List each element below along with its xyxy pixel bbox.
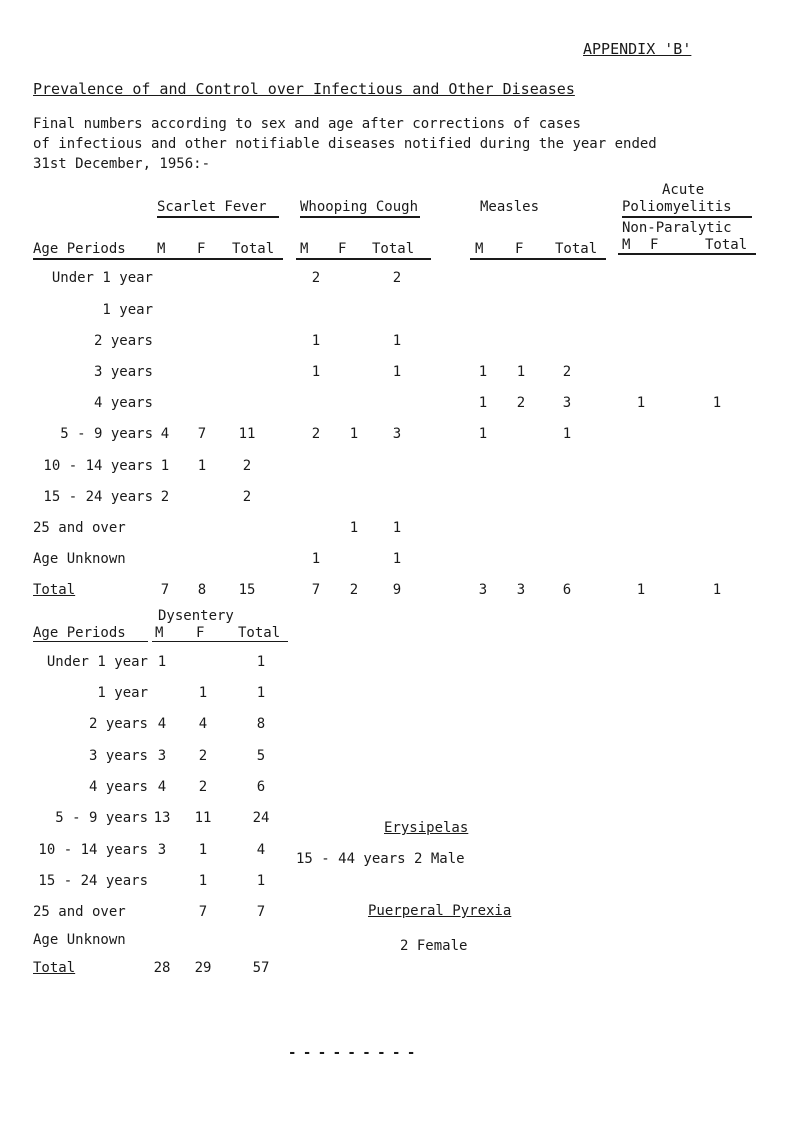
row-label: Under 1 year xyxy=(51,270,153,286)
page-title: Prevalence of and Control over Infectious and Other Diseases xyxy=(33,80,575,98)
row-label: 4 years xyxy=(88,779,148,795)
table-cell: 3 xyxy=(157,748,167,764)
table-cell: 3 xyxy=(516,582,526,598)
polio-heading-line-2: Poliomyelitis xyxy=(622,199,732,215)
row-label: 4 years xyxy=(93,395,153,411)
table-cell: 4 xyxy=(198,716,208,732)
table-cell: 2 xyxy=(242,458,252,474)
table-cell: 1 xyxy=(712,395,722,411)
scarlet-fever-rule xyxy=(157,216,279,218)
polio-heading-line-3: Non-Paralytic xyxy=(622,220,732,236)
row-label: 2 years xyxy=(93,333,153,349)
table-cell: 7 xyxy=(198,904,208,920)
table-cell: 1 xyxy=(636,395,646,411)
table-cell: 11 xyxy=(194,810,212,826)
age-periods-rule-2 xyxy=(33,641,148,642)
table-cell: 13 xyxy=(153,810,171,826)
scarlet-f-header: F xyxy=(197,241,206,257)
table-cell: 7 xyxy=(311,582,321,598)
row-label: Total xyxy=(33,582,76,598)
row-label: 3 years xyxy=(88,748,148,764)
table-cell: 9 xyxy=(392,582,402,598)
table-cell: 1 xyxy=(392,551,402,567)
table-cell: 4 xyxy=(157,716,167,732)
table-cell: 1 xyxy=(636,582,646,598)
table-cell: 1 xyxy=(256,685,266,701)
row-label: 5 - 9 years xyxy=(60,426,153,442)
table-cell: 2 xyxy=(516,395,526,411)
table-cell: 1 xyxy=(311,333,321,349)
table-cell: 1 xyxy=(478,364,488,380)
table-cell: 1 xyxy=(712,582,722,598)
table-cell: 1 xyxy=(478,426,488,442)
age-periods-rule xyxy=(33,258,153,260)
table-cell: 2 xyxy=(198,748,208,764)
measles-f-header: F xyxy=(515,241,524,257)
dysentery-m-header: M xyxy=(155,625,164,641)
table-cell: 1 xyxy=(392,520,402,536)
table-cell: 2 xyxy=(242,489,252,505)
table-cell: 15 xyxy=(238,582,256,598)
whooping-m-header: M xyxy=(300,241,309,257)
intro-line-3: 31st December, 1956:- xyxy=(33,156,211,172)
dysentery-f-header: F xyxy=(196,625,205,641)
table-cell: 2 xyxy=(160,489,170,505)
table-cell: 57 xyxy=(252,960,270,976)
appendix-label: APPENDIX 'B' xyxy=(583,40,692,58)
table-cell: 1 xyxy=(478,395,488,411)
polio-m-header: M xyxy=(622,237,631,253)
table-cell: 2 xyxy=(349,582,359,598)
measles-sub-rule xyxy=(470,258,606,260)
dysentery-heading: Dysentery xyxy=(158,608,234,624)
table-cell: 2 xyxy=(311,426,321,442)
table-cell: 1 xyxy=(311,551,321,567)
polio-sub-rule xyxy=(618,253,756,255)
pyrexia-text: 2 Female xyxy=(400,938,468,954)
table-cell: 2 xyxy=(392,270,402,286)
table-cell: 2 xyxy=(311,270,321,286)
table-cell: 11 xyxy=(238,426,256,442)
whooping-cough-heading: Whooping Cough xyxy=(300,199,419,215)
intro-line-1: Final numbers according to sex and age after corrections of cases xyxy=(33,116,581,132)
scarlet-sub-rule xyxy=(153,258,283,260)
table-cell: 2 xyxy=(198,779,208,795)
table-cell: 3 xyxy=(478,582,488,598)
polio-heading-line-1: Acute xyxy=(662,182,705,198)
table-cell: 5 xyxy=(256,748,266,764)
table-cell: 8 xyxy=(256,716,266,732)
erysipelas-text: 15 - 44 years 2 Male xyxy=(296,851,465,867)
age-periods-header: Age Periods xyxy=(33,241,126,257)
table-cell: 1 xyxy=(157,654,167,670)
whooping-total-header: Total xyxy=(372,241,415,257)
table-cell: 7 xyxy=(197,426,207,442)
dysentery-total-header: Total xyxy=(238,625,281,641)
table-cell: 3 xyxy=(157,842,167,858)
scarlet-m-header: M xyxy=(157,241,166,257)
table-cell: 1 xyxy=(349,520,359,536)
table-cell: 7 xyxy=(256,904,266,920)
scarlet-fever-heading: Scarlet Fever xyxy=(157,199,267,215)
row-label: 25 and over xyxy=(33,904,126,920)
whooping-f-header: F xyxy=(338,241,347,257)
row-label: 5 - 9 years xyxy=(55,810,148,826)
table-cell: 1 xyxy=(198,873,208,889)
row-label: 15 - 24 years xyxy=(38,873,148,889)
table-cell: 1 xyxy=(256,873,266,889)
table-cell: 4 xyxy=(157,779,167,795)
table-cell: 8 xyxy=(197,582,207,598)
table-cell: 1 xyxy=(197,458,207,474)
table-cell: 1 xyxy=(392,333,402,349)
row-label: 1 year xyxy=(102,302,153,318)
whooping-sub-rule xyxy=(296,258,431,260)
age-periods-header-2: Age Periods xyxy=(33,625,126,641)
table-cell: 1 xyxy=(256,654,266,670)
table-cell: 1 xyxy=(562,426,572,442)
pyrexia-title: Puerperal Pyrexia xyxy=(368,903,512,919)
table-cell: 3 xyxy=(392,426,402,442)
row-label: Age Unknown xyxy=(33,551,126,567)
row-label: 3 years xyxy=(93,364,153,380)
polio-f-header: F xyxy=(650,237,659,253)
table-cell: 6 xyxy=(562,582,572,598)
row-label: Age Unknown xyxy=(33,932,126,948)
table-cell: 29 xyxy=(194,960,212,976)
polio-rule xyxy=(622,216,752,218)
measles-m-header: M xyxy=(475,241,484,257)
table-cell: 4 xyxy=(160,426,170,442)
polio-total-header: Total xyxy=(705,237,748,253)
footer-dashes: - - - - - - - - - xyxy=(288,1045,415,1061)
row-label: 2 years xyxy=(88,716,148,732)
dysentery-sub-rule xyxy=(152,641,288,642)
row-label: 15 - 24 years xyxy=(43,489,153,505)
row-label: Under 1 year xyxy=(46,654,148,670)
measles-heading: Measles xyxy=(480,199,540,215)
table-cell: 2 xyxy=(562,364,572,380)
row-label: Total xyxy=(33,960,76,976)
table-cell: 1 xyxy=(311,364,321,380)
table-cell: 1 xyxy=(392,364,402,380)
whooping-cough-rule xyxy=(300,216,420,218)
row-label: 25 and over xyxy=(33,520,126,536)
row-label: 10 - 14 years xyxy=(38,842,148,858)
row-label: 10 - 14 years xyxy=(43,458,153,474)
table-cell: 4 xyxy=(256,842,266,858)
table-cell: 24 xyxy=(252,810,270,826)
measles-total-header: Total xyxy=(555,241,598,257)
table-cell: 7 xyxy=(160,582,170,598)
intro-line-2: of infectious and other notifiable diseases notified during the year ended xyxy=(33,136,657,152)
table-cell: 1 xyxy=(349,426,359,442)
row-label: 1 year xyxy=(97,685,148,701)
table-cell: 1 xyxy=(198,842,208,858)
table-cell: 28 xyxy=(153,960,171,976)
table-cell: 1 xyxy=(160,458,170,474)
table-cell: 1 xyxy=(516,364,526,380)
scarlet-total-header: Total xyxy=(232,241,275,257)
table-cell: 3 xyxy=(562,395,572,411)
table-cell: 6 xyxy=(256,779,266,795)
table-cell: 1 xyxy=(198,685,208,701)
erysipelas-title: Erysipelas xyxy=(384,820,469,836)
